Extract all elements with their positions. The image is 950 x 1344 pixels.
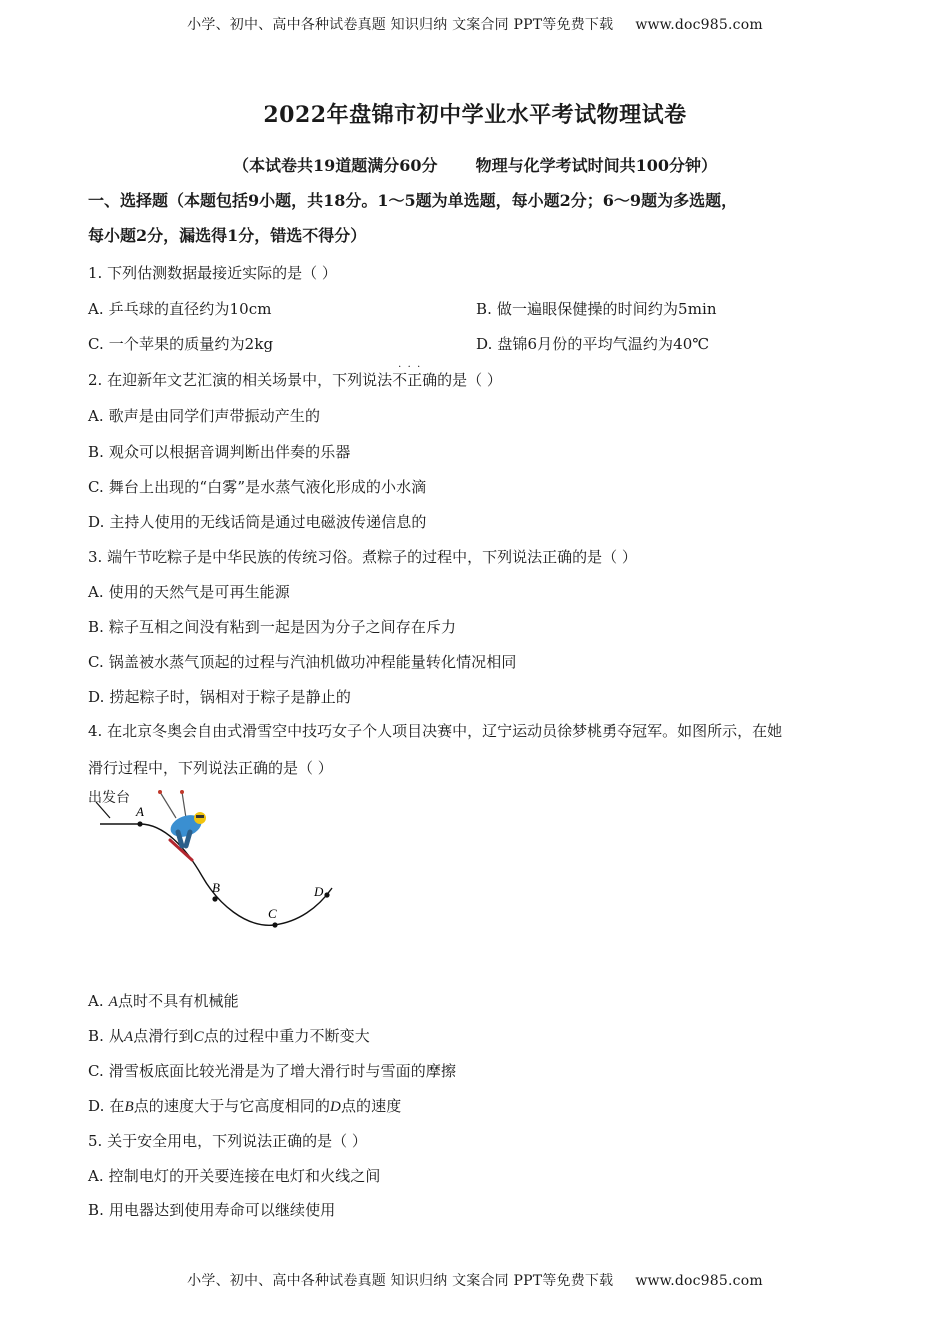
q4-a-var: A (108, 994, 118, 1010)
q3-option-b: B. 粽子互相之间没有粘到一起是因为分子之间存在斥力 (88, 618, 457, 636)
q4-d-mid: 点的速度大于与它高度相同的 (133, 1097, 331, 1115)
q2-stem (88, 362, 502, 390)
q3-stem: 3. 端午节吃粽子是中华民族的传统习俗。煮粽子的过程中，下列说法正确的是（ ） (88, 548, 637, 566)
page-header (0, 14, 950, 34)
q2-emphasis: · · · 不正确 (392, 362, 438, 389)
point-d (324, 892, 329, 897)
header-text: 小学、初中、高中各种试卷真题 知识归纳 文案合同 PPT等免费下载 (187, 17, 614, 33)
ski-slope-figure (86, 788, 346, 938)
point-a (137, 821, 142, 826)
q1-option-c: C. 一个苹果的质量约为2kg (88, 335, 274, 353)
q4-b-var2: C (193, 1029, 204, 1045)
point-label-b: B (212, 880, 220, 895)
point-label-c: C (268, 906, 277, 921)
point-label-a: A (136, 804, 144, 819)
section-heading (88, 183, 878, 253)
q4-stem-line-1: 4. 在北京冬奥会自由式滑雪空中技巧女子个人项目决赛中，辽宁运动员徐梦桃勇夺冠军。如图所示，在她 (88, 722, 783, 740)
q4-b-post: 点的过程中重力不断变大 (203, 1027, 370, 1045)
q1-option-b: B. 做一遍眼保健操的时间约为5min (476, 300, 717, 318)
q4-stem-line-2: 滑行过程中，下列说法正确的是（ ） (88, 759, 333, 777)
skier-illustration (158, 790, 206, 860)
q2-option-b: B. 观众可以根据音调判断出伴奏的乐器 (88, 443, 351, 461)
point-label-d: D (314, 884, 324, 899)
subtitle-left: （本试卷共19道题满分60分 (233, 156, 438, 175)
q4-a-post: 点时不具有机械能 (117, 992, 239, 1010)
q4-option-d (88, 1095, 401, 1116)
q3-option-c: C. 锅盖被水蒸气顶起的过程与汽油机做功冲程能量转化情况相同 (88, 653, 517, 671)
section-line-2: 每小题2分，漏选得1分，错选不得分） (88, 226, 367, 245)
q4-a-pre: A. (88, 992, 109, 1010)
q2-stem-emph: 不正确 (392, 371, 438, 389)
figure-label-start-platform: 出发台 (88, 790, 130, 806)
header-url[interactable]: www.doc985.com (635, 17, 763, 33)
q4-d-post: 点的速度 (340, 1097, 402, 1115)
q4-d-var2: D (330, 1099, 341, 1115)
q2-option-a: A. 歌声是由同学们声带振动产生的 (88, 407, 321, 425)
page-title: 2022年盘锦市初中学业水平考试物理试卷 (263, 102, 687, 128)
q2-stem-pre: 2. 在迎新年文艺汇演的相关场景中，下列说法 (88, 371, 393, 389)
q5-stem: 5. 关于安全用电，下列说法正确的是（ ） (88, 1132, 367, 1150)
q4-b-mid: 点滑行到 (133, 1027, 194, 1045)
q4-option-b (88, 1025, 370, 1046)
q2-stem-post: 的是（ ） (437, 371, 502, 389)
q4-b-pre: B. 从 (88, 1027, 124, 1045)
footer-url[interactable]: www.doc985.com (635, 1273, 763, 1289)
q3-option-a: A. 使用的天然气是可再生能源 (88, 583, 290, 601)
q2-option-c: C. 舞台上出现的“白雾”是水蒸气液化形成的小水滴 (88, 478, 427, 496)
q1-option-a: A. 乒乓球的直径约为10cm (88, 300, 272, 318)
q4-option-c: C. 滑雪板底面比较光滑是为了增大滑行时与雪面的摩擦 (88, 1062, 457, 1080)
q5-option-a: A. 控制电灯的开关要连接在电灯和火线之间 (88, 1167, 381, 1185)
q4-d-var1: B (124, 1099, 134, 1115)
footer-text: 小学、初中、高中各种试卷真题 知识归纳 文案合同 PPT等免费下载 (187, 1273, 614, 1289)
exam-subtitle (0, 153, 950, 176)
label-pointer-line (96, 802, 110, 818)
q2-option-d: D. 主持人使用的无线话筒是通过电磁波传递信息的 (88, 513, 427, 531)
q4-d-pre: D. 在 (88, 1097, 125, 1115)
q4-b-var1: A (123, 1029, 134, 1045)
q1-stem: 1. 下列估测数据最接近实际的是（ ） (88, 264, 337, 282)
point-c (272, 922, 277, 927)
point-b (212, 896, 217, 901)
q4-option-a (88, 990, 239, 1011)
subtitle-right: 物理与化学考试时间共100分钟） (475, 156, 717, 175)
q3-option-d: D. 捞起粽子时，锅相对于粽子是静止的 (88, 688, 351, 706)
q5-option-b: B. 用电器达到使用寿命可以继续使用 (88, 1201, 336, 1219)
q1-option-d: D. 盘锦6月份的平均气温约为40℃ (476, 335, 710, 353)
page-footer (0, 1270, 950, 1290)
section-line-1: 一、选择题（本题包括9小题，共18分。1～5题为单选题，每小题2分；6～9题为多选题， (88, 191, 738, 210)
